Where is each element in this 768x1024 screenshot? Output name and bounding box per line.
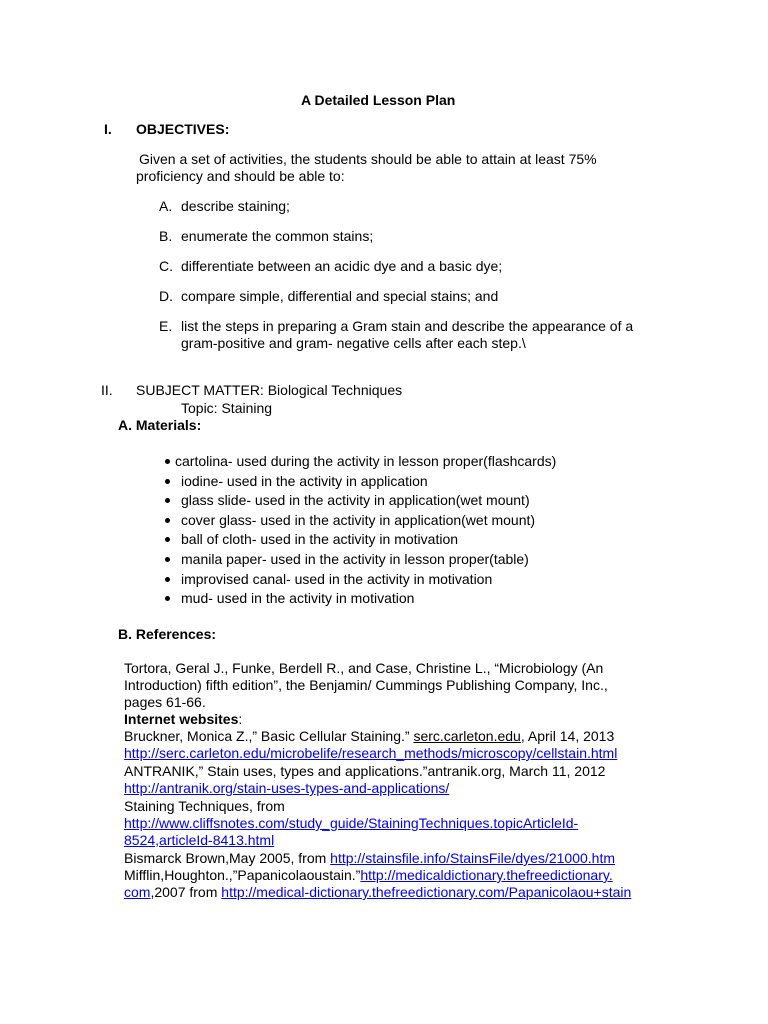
- bullet: [165, 518, 170, 523]
- bullet: [165, 498, 170, 503]
- mifflin-text: Mifflin,Houghton.,”Papanicolaoustain.”: [124, 867, 361, 883]
- bruckner-link[interactable]: http://serc.carleton.edu/microbelife/research_methods/microscopy/cellstain.html: [124, 745, 618, 761]
- objective-item: list the steps in preparing a Gram stain and describe the appearance of a: [181, 318, 634, 334]
- objective-letter: D.: [159, 288, 173, 304]
- material-item: glass slide- used in the activity in application(wet mount): [181, 492, 530, 508]
- material-item: mud- used in the activity in motivation: [181, 590, 415, 606]
- section-numeral-2: II.: [101, 382, 113, 398]
- subject-matter: SUBJECT MATTER: Biological Techniques: [136, 382, 403, 398]
- objective-item-cont: gram-positive and gram- negative cells after each step.\: [181, 335, 526, 351]
- objective-item: compare simple, differential and special stains; and: [181, 288, 499, 304]
- reference-book-cont: Introduction) fifth edition”, the Benjamin/ Cummings Publishing Company, Inc.,: [124, 677, 608, 693]
- mifflin-link-2[interactable]: http://medical-dictionary.thefreedictionary.com/Papanicolaou+stain: [221, 884, 632, 900]
- internet-websites-text: Internet websites: [124, 711, 239, 727]
- bullet: [165, 459, 170, 464]
- reference-bismarck: [124, 850, 615, 867]
- objective-letter: C.: [159, 258, 173, 274]
- material-item: cover glass- used in the activity in application(wet mount): [181, 512, 536, 528]
- objectives-heading: OBJECTIVES:: [136, 121, 230, 137]
- mifflin-year: ,2007 from: [150, 884, 222, 900]
- mifflin-link[interactable]: http://medicaldictionary.thefreedictionary.: [360, 867, 613, 883]
- reference-mifflin-cont: [124, 884, 631, 901]
- bruckner-date: , April 14, 2013: [520, 728, 615, 744]
- reference-bruckner-url: [124, 745, 617, 762]
- bismarck-link[interactable]: http://stainsfile.info/StainsFile/dyes/21000.htm: [330, 850, 615, 866]
- subject-topic: Topic: Staining: [181, 400, 273, 416]
- internet-websites-label: [124, 711, 242, 728]
- reference-book-pages: pages 61-66.: [124, 694, 206, 710]
- bruckner-text: Bruckner, Monica Z.,” Basic Cellular Staining.”: [124, 728, 414, 744]
- staining-link[interactable]: http://www.cliffsnotes.com/study_guide/StainingTechniques.topicArticleId-: [124, 815, 579, 831]
- section-numeral-1: I.: [104, 121, 112, 137]
- reference-antranik: ANTRANIK,” Stain uses, types and applications.”antranik.org, March 11, 2012: [124, 763, 606, 779]
- reference-staining: Staining Techniques, from: [124, 798, 285, 814]
- reference-antranik-url: [124, 780, 449, 797]
- staining-link-cont[interactable]: 8524,articleId-8413.html: [124, 832, 275, 848]
- reference-staining-url-cont: [124, 832, 274, 849]
- material-item: cartolina- used during the activity in lesson proper(flashcards): [175, 453, 557, 469]
- reference-book: Tortora, Geral J., Funke, Berdell R., and Case, Christine L., “Microbiology (An: [124, 660, 604, 676]
- reference-staining-url: [124, 815, 578, 832]
- objectives-intro: Given a set of activities, the students should be able to attain at least 75%: [139, 151, 597, 167]
- internet-websites-colon: :: [238, 711, 243, 727]
- objective-item: describe staining;: [181, 198, 290, 214]
- objective-letter: E.: [159, 318, 173, 334]
- objective-letter: B.: [159, 228, 173, 244]
- mifflin-link-cont[interactable]: com: [124, 884, 151, 900]
- bullet: [165, 479, 170, 484]
- page-title: A Detailed Lesson Plan: [301, 92, 456, 108]
- material-item: ball of cloth- used in the activity in motivation: [181, 531, 459, 547]
- material-item: manila paper- used in the activity in lesson proper(table): [181, 551, 529, 567]
- bullet: [165, 596, 170, 601]
- bullet: [165, 577, 170, 582]
- objective-item: enumerate the common stains;: [181, 228, 374, 244]
- bismarck-text: Bismarck Brown,May 2005, from: [124, 850, 331, 866]
- objective-letter: A.: [159, 198, 173, 214]
- objectives-intro-cont: proficiency and should be able to:: [136, 168, 345, 184]
- bullet: [165, 537, 170, 542]
- references-heading: B. References:: [118, 626, 217, 642]
- reference-bruckner: [124, 728, 614, 745]
- materials-heading: A. Materials:: [118, 417, 202, 433]
- antranik-link[interactable]: http://antranik.org/stain-uses-types-and-applications/: [124, 780, 450, 796]
- material-item: iodine- used in the activity in application: [181, 473, 428, 489]
- bruckner-site: serc.carleton.edu: [413, 728, 521, 744]
- material-item: improvised canal- used in the activity in motivation: [181, 571, 493, 587]
- bullet: [165, 557, 170, 562]
- reference-mifflin: [124, 867, 613, 884]
- objective-item: differentiate between an acidic dye and a basic dye;: [181, 258, 503, 274]
